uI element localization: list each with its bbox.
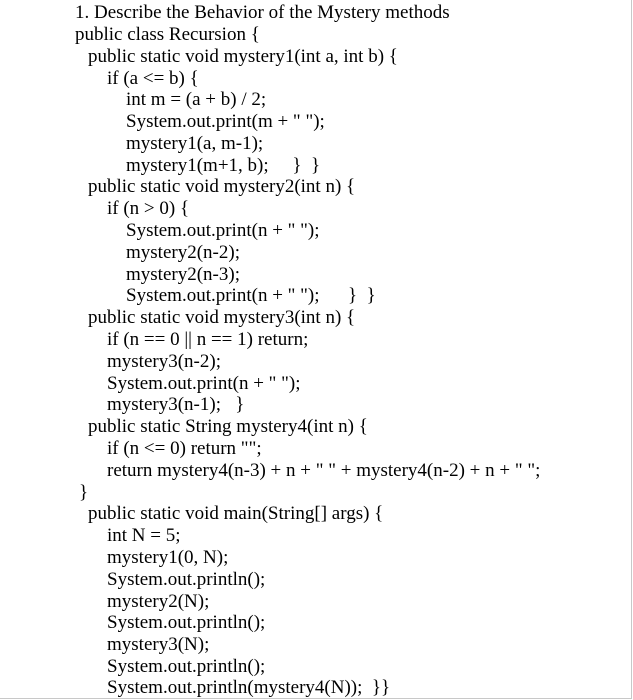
code-line: if (n == 0 || n == 1) return; [107, 329, 309, 350]
code-line: mystery2(N); [107, 591, 210, 612]
code-line: public static void mystery1(int a, int b) { [88, 46, 398, 67]
code-line: System.out.print(n + " "); [107, 373, 301, 394]
code-line: System.out.println(mystery4(N)); }} [107, 677, 391, 698]
code-line: public static String mystery4(int n) { [88, 416, 368, 437]
code-line: System.out.println(); [107, 612, 266, 633]
code-line: if (a <= b) { [107, 68, 199, 89]
code-line: System.out.print(m + " "); [126, 111, 325, 132]
code-line: if (n > 0) { [107, 198, 190, 219]
code-line: mystery3(n-1); } [107, 394, 245, 415]
code-line: System.out.println(); [107, 656, 266, 677]
code-line: mystery3(N); [107, 634, 210, 655]
code-line: mystery3(n-2); [107, 351, 221, 372]
code-line: mystery1(m+1, b); } } [126, 155, 321, 176]
code-line: mystery2(n-3); [126, 264, 240, 285]
code-line: } [79, 482, 89, 503]
code-line: mystery1(a, m-1); [126, 133, 264, 154]
code-line: System.out.print(n + " "); } } [126, 285, 376, 306]
code-line: mystery1(0, N); [107, 547, 229, 568]
code-line: public static void mystery2(int n) { [88, 176, 356, 197]
code-line: int N = 5; [107, 525, 181, 546]
code-line: public class Recursion { [75, 24, 260, 45]
code-line: mystery2(n-2); [126, 242, 240, 263]
code-line: System.out.print(n + " "); [126, 220, 320, 241]
code-line: if (n <= 0) return ""; [107, 438, 262, 459]
code-line: System.out.println(); [107, 569, 266, 590]
code-line: return mystery4(n-3) + n + " " + mystery4(n-2) + n + " "; [107, 460, 541, 481]
code-line: public static void main(String[] args) { [88, 503, 384, 524]
question-title: 1. Describe the Behavior of the Mystery methods [75, 2, 450, 23]
code-line: int m = (a + b) / 2; [126, 89, 267, 110]
code-line: public static void mystery3(int n) { [88, 307, 356, 328]
